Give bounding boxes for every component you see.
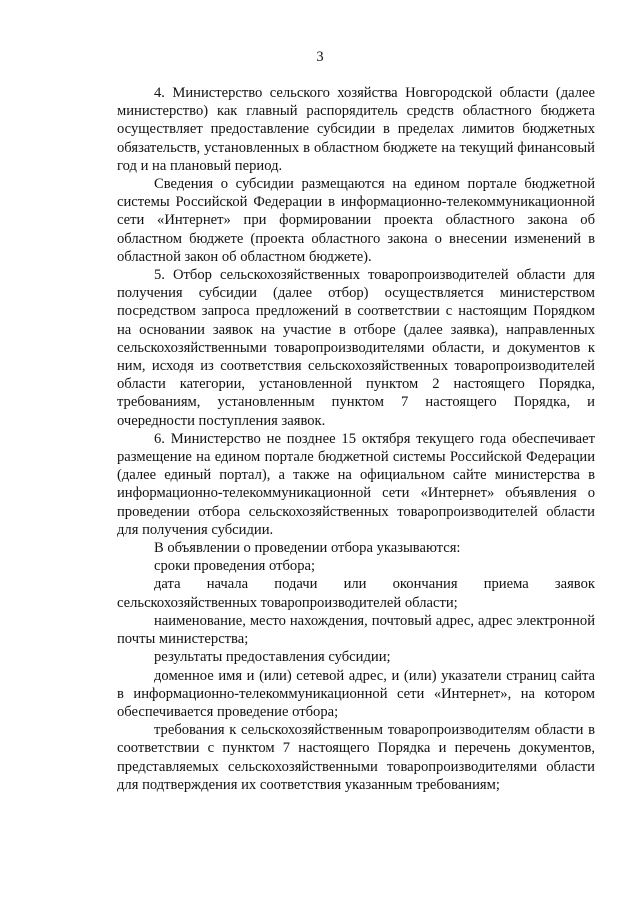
- list-item-deadlines: сроки проведения отбора;: [154, 558, 316, 575]
- paragraph-4-ministry: 4. Министерство сельского хозяйства Новгородской области (далее министерство) как главный распорядитель средств областного бюджета осуществляет предоставление субсидии в пределах лимитов бюджетных обязательств, установленных в областном бюджете на текущий финансовый год и на плановый период.: [117, 85, 595, 174]
- list-item-application-dates: дата начала подачи или окончания приема заявок сельскохозяйственных товаропроизводителей области;: [117, 576, 595, 611]
- paragraph-5-selection: 5. Отбор сельскохозяйственных товаропроизводителей области для получения субсидии (далее отбор) осуществляется министерством посредством запроса предложений в соответствии с настоящим Порядком на основании заявок на участие в отборе (далее заявка), направленных сельскохозяйственными товаропроизводителями области, и документов к ним, исходя из соответствия сельскохозяйственных товаропроизводителей области категории, установленной пунктом 2 настоящего Порядка, требованиям, установленным пунктом 7 настоящего Порядка, и очередности поступления заявок.: [117, 267, 595, 429]
- document-body: [117, 84, 595, 794]
- list-item-requirements: требования к сельскохозяйственным товаропроизводителям области в соответствии с пунктом 7 настоящего Порядка и перечень документов, представляемых сельскохозяйственными товаропроизводителями области для подтверждения их соответствия указанным требованиям;: [117, 722, 595, 793]
- list-item-ministry-contacts: наименование, место нахождения, почтовый адрес, адрес электронной почты министерства;: [117, 612, 595, 648]
- paragraph-announcement-intro: В объявлении о проведении отбора указываются:: [154, 540, 461, 557]
- list-item-domain: доменное имя и (или) сетевой адрес, и (или) указатели страниц сайта в информационно-телекоммуникационной сети «Интернет», на котором обеспечивается проведение отбора;: [117, 667, 595, 720]
- paragraph-6-announcement: 6. Министерство не позднее 15 октября текущего года обеспечивает размещение на едином портале бюджетной системы Российской Федерации (далее единый портал), а также на официальном сайте министерства в информационно-телекоммуникационной сети «Интернет» объявления о проведении отбора сельскохозяйственных товаропроизводителей области для получения субсидии.: [117, 430, 595, 538]
- list-item-results: результаты предоставления субсидии;: [154, 649, 391, 666]
- page-number: 3: [316, 49, 324, 65]
- paragraph-subsidy-info: Сведения о субсидии размещаются на едином портале бюджетной системы Российской Федерации в информационно-телекоммуникационной сети «Интернет» при формировании проекта областного закона об областном бюджете (проекта областного закона о внесении изменений в областной закон об областном бюджете).: [117, 176, 595, 265]
